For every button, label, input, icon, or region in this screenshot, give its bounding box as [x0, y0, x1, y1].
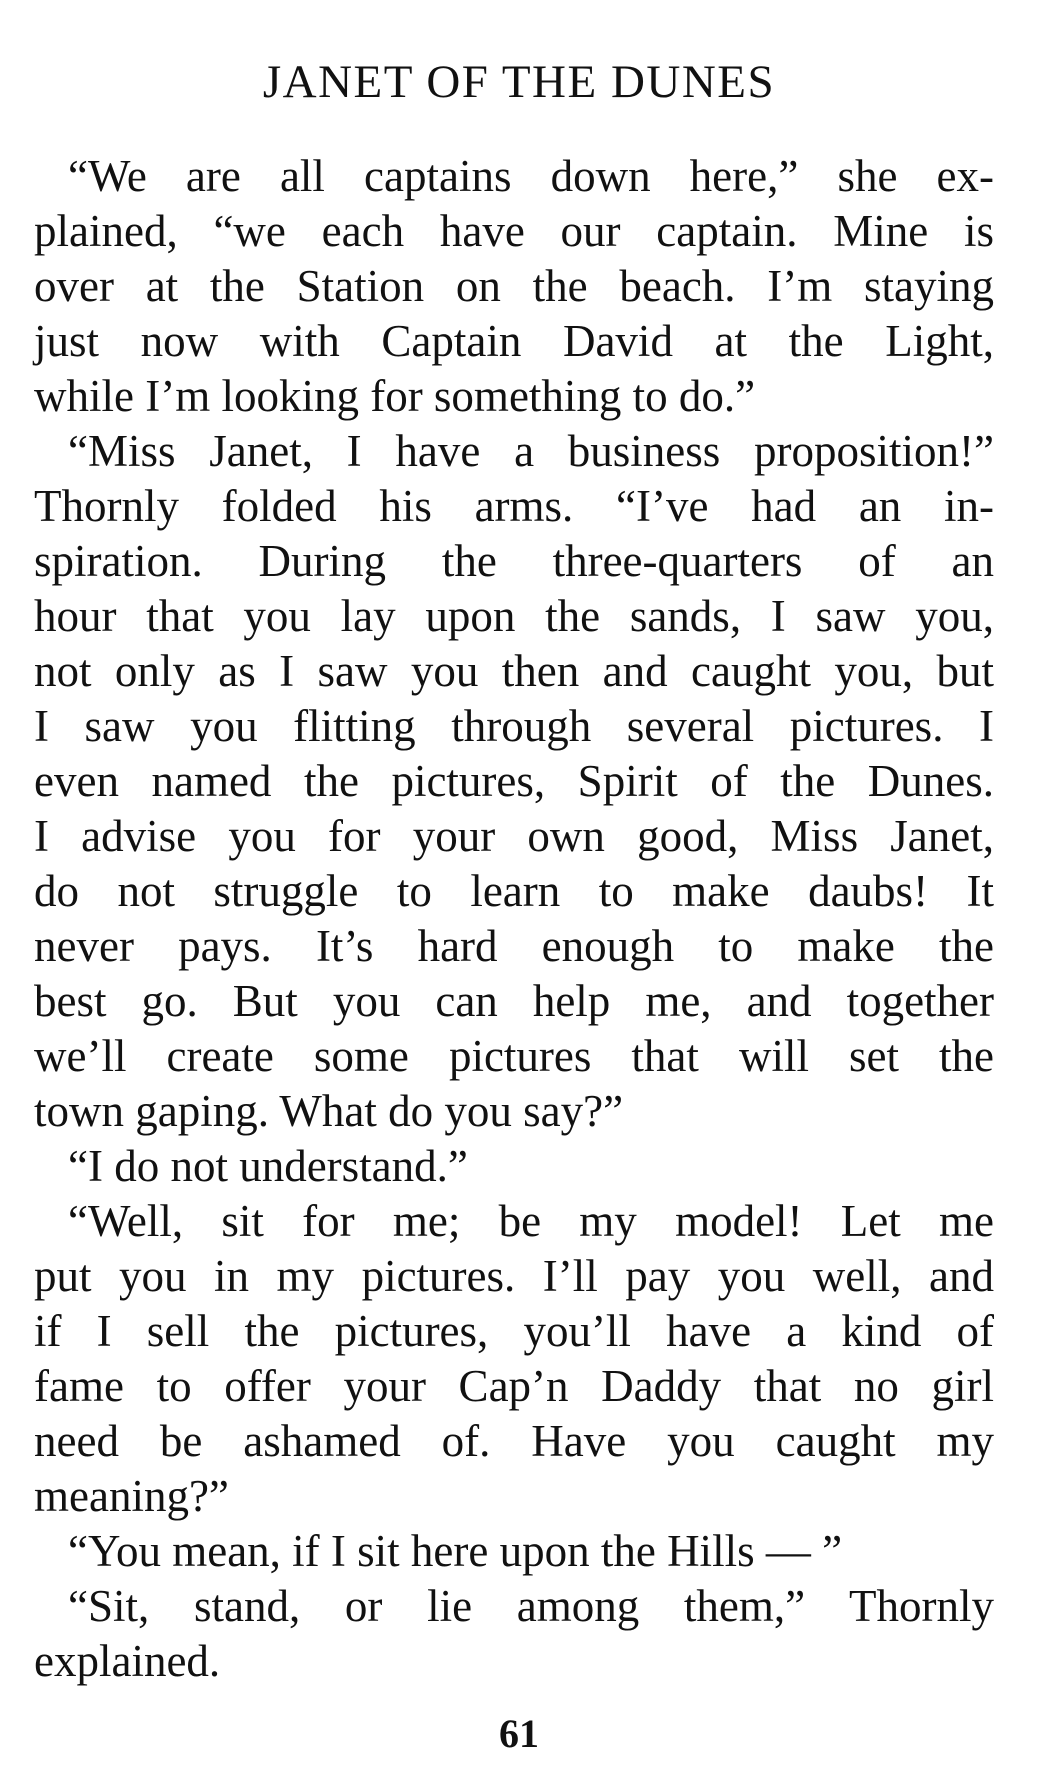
text-line: “I do not understand.”	[68, 1141, 468, 1191]
text-line: town gaping. What do you say?”	[34, 1086, 624, 1136]
text-line: never pays. It’s hard enough to make the	[34, 921, 994, 971]
text-line: even named the pictures, Spirit of the Dunes.	[34, 756, 994, 806]
text-line: explained.	[34, 1636, 221, 1686]
text-line: we’ll create some pictures that will set the	[34, 1031, 994, 1081]
text-line: do not struggle to learn to make daubs! It	[34, 866, 994, 916]
text-line: hour that you lay upon the sands, I saw you,	[34, 591, 994, 641]
body-text	[34, 149, 994, 1689]
text-line: “We are all captains down here,” she ex-	[68, 151, 994, 201]
text-line: if I sell the pictures, you’ll have a kind of	[34, 1306, 994, 1356]
page-number: 61	[499, 1711, 539, 1756]
text-line: Thornly folded his arms. “I’ve had an in-	[34, 481, 994, 531]
text-line: fame to offer your Cap’n Daddy that no girl	[34, 1361, 994, 1411]
text-line: “Well, sit for me; be my model! Let me	[68, 1196, 994, 1246]
running-head: JANET OF THE DUNES	[262, 56, 776, 108]
text-line: not only as I saw you then and caught you, but	[34, 646, 994, 696]
text-line: “You mean, if I sit here upon the Hills — ”	[68, 1526, 843, 1576]
text-line: while I’m looking for something to do.”	[34, 371, 756, 421]
text-line: plained, “we each have our captain. Mine is	[34, 206, 994, 256]
text-line: “Sit, stand, or lie among them,” Thornly	[68, 1581, 994, 1631]
text-line: spiration. During the three-quarters of an	[34, 536, 994, 586]
text-line: need be ashamed of. Have you caught my	[34, 1416, 994, 1466]
text-line: “Miss Janet, I have a business proposition!”	[68, 426, 994, 476]
text-line: meaning?”	[34, 1471, 229, 1521]
text-line: I advise you for your own good, Miss Janet,	[34, 811, 994, 861]
text-line: over at the Station on the beach. I’m staying	[34, 261, 994, 311]
text-line: put you in my pictures. I’ll pay you well, and	[34, 1251, 994, 1301]
text-line: just now with Captain David at the Light,	[34, 316, 994, 366]
text-line: I saw you flitting through several pictures. I	[34, 701, 994, 751]
text-line: best go. But you can help me, and together	[34, 976, 994, 1026]
